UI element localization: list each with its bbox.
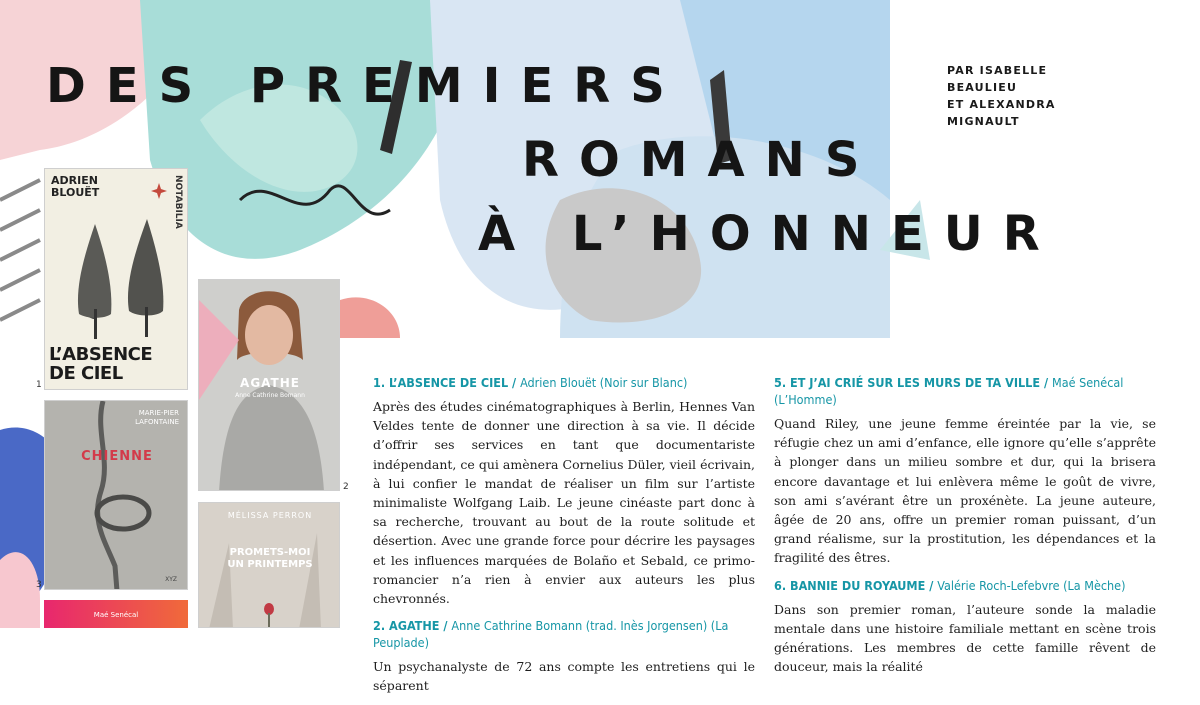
article-author: Valérie Roch-Lefebvre (La Mèche) bbox=[937, 577, 1126, 593]
book-cover-chienne bbox=[44, 400, 188, 590]
article-author: Maé Senécal (L’Homme) bbox=[774, 375, 1124, 407]
grey-hatch bbox=[0, 180, 40, 320]
article-body: Un psychanalyste de 72 ans compte les entretiens qui le séparent bbox=[373, 659, 755, 694]
byline bbox=[947, 62, 1056, 130]
article-heading bbox=[774, 577, 1156, 594]
cover-author: BLOUËT bbox=[51, 186, 100, 199]
byline-line: MIGNAULT bbox=[947, 115, 1020, 128]
book-cover-agathe bbox=[198, 279, 340, 491]
cover-title: PROMETS-MOI bbox=[229, 547, 311, 558]
cover-author: Anne Cathrine Bomann bbox=[235, 392, 305, 399]
cover-author: LAFONTAINE bbox=[135, 418, 179, 426]
article-title: 1. L’ABSENCE DE CIEL bbox=[373, 375, 509, 390]
cover-title: AGATHE bbox=[240, 376, 300, 390]
portrait-face bbox=[245, 305, 293, 365]
byline-line: BEAULIEU bbox=[947, 81, 1018, 94]
separator: / bbox=[443, 618, 448, 634]
cover-title: UN PRINTEMPS bbox=[227, 559, 313, 570]
article-author: Adrien Blouët (Noir sur Blanc) bbox=[520, 375, 688, 390]
byline-line: PAR ISABELLE bbox=[947, 64, 1048, 77]
article-heading bbox=[373, 617, 755, 651]
article-title: 2. AGATHE bbox=[373, 618, 440, 634]
separator: / bbox=[929, 577, 934, 593]
book-cover-labsence-de-ciel bbox=[44, 168, 188, 390]
article-heading bbox=[774, 374, 1156, 408]
page-title-line-1: DES PREMIERS bbox=[46, 58, 685, 114]
book-cover-et-jai-crie bbox=[44, 600, 188, 628]
coral-swatch bbox=[330, 297, 400, 338]
star-icon bbox=[151, 183, 167, 199]
cover-publisher: NOTABILIA bbox=[173, 175, 183, 229]
page-title-line-2: ROMANS bbox=[522, 132, 880, 188]
cover-publisher: XYZ bbox=[165, 576, 177, 583]
article-body: Dans son premier roman, l’auteure sonde la maladie mentale dans une histoire familiale mettant en scène trois générations. Les membres de cette famille rêvent de douceur, mais la réalité bbox=[774, 601, 1156, 675]
cover-title: CHIENNE bbox=[81, 449, 153, 464]
article-column-left bbox=[373, 374, 755, 705]
book-cover-promets-moi bbox=[198, 502, 340, 628]
tree-icon bbox=[78, 224, 111, 318]
separator: / bbox=[1043, 375, 1049, 390]
article-body: Quand Riley, une jeune femme éreintée par la vie, se réfugie chez un ami d’enfance, elle ignore qu’elle s’apprête à plonger dans un milieu sombre et dur, qui la brisera encore davantage et lui enlèvera même le goût de vivre, son ami s’avérant être un proxénète. La jeune auteure, âgée de 20 ans, offre un premier roman puissant, d’un grand réalisme, sur la prostitution, les dépendances et la fragilité des êtres. bbox=[774, 416, 1156, 566]
separator: / bbox=[512, 375, 517, 390]
cover-title: DE CIEL bbox=[49, 363, 123, 384]
cover-author: Maé Senécal bbox=[93, 611, 139, 619]
cover-number: 1 bbox=[36, 380, 42, 390]
article-heading bbox=[373, 374, 755, 391]
cover-number: 2 bbox=[343, 482, 349, 492]
cover-author: ADRIEN bbox=[51, 174, 98, 187]
cover-author: MARIE-PIER bbox=[138, 409, 179, 417]
article-title: 5. ET J’AI CRIÉ SUR LES MURS DE TA VILLE bbox=[774, 375, 1041, 390]
article-column-right bbox=[774, 374, 1156, 685]
cover-author: MÉLISSA PERRON bbox=[227, 511, 313, 520]
cover-title: L’ABSENCE bbox=[49, 344, 153, 365]
article-author: Anne Cathrine Bomann (trad. Inès Jorgensen) (La Peuplade) bbox=[373, 618, 729, 651]
tree-icon bbox=[128, 219, 163, 316]
cover-art bbox=[45, 401, 188, 590]
cover-number: 3 bbox=[36, 580, 42, 590]
page-title-line-3: À L’HONNEUR bbox=[478, 206, 1060, 262]
byline-line: ET ALEXANDRA bbox=[947, 98, 1056, 111]
article-title: 6. BANNIE DU ROYAUME bbox=[774, 577, 926, 593]
article-body: Après des études cinématographiques à Berlin, Hennes Van Veldes tente de donner une direction à sa vie. Il décide d’offrir ses services en tant que documentariste indépendant, ce qui amènera Cornelius Düler, vieil écrivain, à lui confier le mandat de réaliser un film sur l’artiste minimaliste Wolfgang Laib. Le jeune cinéaste part donc à sa recherche, trouvant au bout de la route solitude et désertion. Avec une grande force pour décrire les paysages et les influences marquées de Bolaño et Sebald, ce primo-romancier n’a rien à envier aux auteurs les plus chevronnés. bbox=[373, 399, 755, 607]
